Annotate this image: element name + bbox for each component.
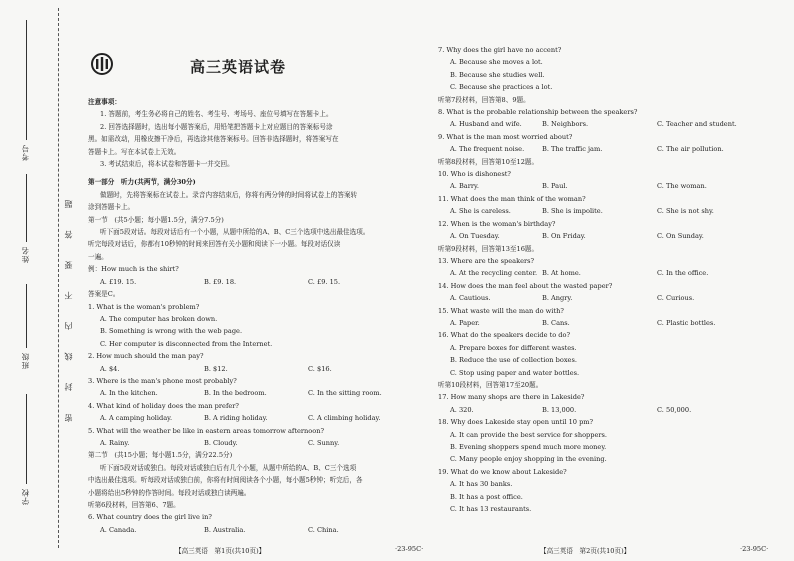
question-text: 1. What is the woman's problem? bbox=[88, 302, 200, 311]
option-b: B. At home. bbox=[542, 269, 581, 278]
option-b: B. The traffic jam. bbox=[542, 145, 603, 154]
question-options bbox=[438, 267, 774, 279]
option-c: C. Curious. bbox=[657, 294, 695, 303]
option: A. Prepare boxes for different wastes. bbox=[450, 343, 577, 352]
question-options bbox=[438, 143, 774, 155]
option-b: B. Cans. bbox=[542, 318, 570, 327]
option-b: B. Australia. bbox=[204, 525, 246, 534]
option-b: B. $12. bbox=[204, 364, 228, 373]
option-c: C. In the sitting room. bbox=[308, 389, 382, 398]
option-c: C. The woman. bbox=[657, 182, 707, 191]
notice-line: 2. 回答选择题时，选出每小题答案后，用铅笔把答题卡上对应题目的答案标号涂 bbox=[100, 122, 333, 131]
kaohao-label: 考号 bbox=[21, 144, 30, 161]
option-c: C. Teacher and student. bbox=[657, 120, 737, 129]
example-options bbox=[88, 276, 423, 288]
group-instruction: 听第9段材料，回答第13至16题。 bbox=[438, 244, 539, 253]
question-options bbox=[88, 363, 423, 375]
section2-instructions: 听下面5段对话或独白。每段对话或独白后有几个小题，从题中所给的A、B、C三个选项 bbox=[100, 463, 357, 472]
option: B. It has a post office. bbox=[450, 492, 523, 501]
section1-instructions: 听完每段对话后，你都有10秒钟的时间来回答有关小题和阅读下一小题。每段对话仅读 bbox=[88, 240, 341, 249]
question-text: 17. How many shops are there in Lakeside? bbox=[438, 393, 585, 402]
kaohao-blank bbox=[26, 20, 27, 140]
question-options bbox=[88, 412, 423, 424]
option-c: C. She is not shy. bbox=[657, 207, 714, 216]
notice-line: 黑。如需改动，用橡皮擦干净后，再选涂其他答案标号。回答非选择题时，将答案写在 bbox=[88, 135, 339, 144]
seal-line bbox=[58, 8, 59, 548]
question-options bbox=[438, 292, 774, 304]
option-a: A. On Tuesday. bbox=[450, 232, 500, 241]
option: B. Reduce the use of collection boxes. bbox=[450, 356, 577, 365]
option-b: B. In the bedroom. bbox=[204, 389, 267, 398]
option-c: C. Her computer is disconnected from the Internet. bbox=[100, 339, 273, 348]
name-label: 姓名 bbox=[21, 246, 30, 263]
group-instruction: 听第10段材料，回答第17至20题。 bbox=[438, 380, 543, 389]
option: B. Because she studies well. bbox=[450, 70, 545, 79]
question-text: 14. How does the man feel about the wasted paper? bbox=[438, 281, 613, 290]
notice-line: 3. 考试结束后，将本试卷和答题卡一并交回。 bbox=[100, 160, 234, 169]
section2-instructions: 中选出最佳选项。听每段对话或独白前，你将有时间阅读各个小题，每小题5秒钟；听完后，各 bbox=[88, 476, 363, 485]
section2-instructions: 小题将给出5秒钟的作答时间。每段对话或独白读两遍。 bbox=[88, 488, 251, 497]
option: C. It has 13 restaurants. bbox=[450, 505, 532, 514]
footer-page-right: 【高三英语 第2页(共10页)】 bbox=[540, 547, 631, 555]
name-blank bbox=[26, 174, 27, 242]
option-a: A. Paper. bbox=[450, 318, 480, 327]
option: A. It can provide the best service for shoppers. bbox=[450, 430, 608, 439]
section1-instructions: 一遍。 bbox=[88, 252, 108, 261]
question-options bbox=[88, 387, 423, 399]
class-label: 班级 bbox=[21, 352, 30, 369]
school-logo-icon bbox=[90, 52, 114, 76]
option-a: A. Rainy. bbox=[100, 438, 130, 447]
school-blank bbox=[26, 394, 27, 484]
question-text: 9. What is the man most worried about? bbox=[438, 132, 573, 141]
question-options bbox=[438, 205, 774, 217]
option: C. Because she practices a lot. bbox=[450, 83, 553, 92]
example-question: 例：How much is the shirt? bbox=[88, 265, 179, 274]
option-a: A. Barry. bbox=[450, 182, 479, 191]
option: A. Because she moves a lot. bbox=[450, 58, 543, 67]
footer-code-left: ·23-95C· bbox=[395, 545, 424, 553]
option-a: A. Cautious. bbox=[450, 294, 491, 303]
option-b: B. £9. 18. bbox=[204, 277, 237, 286]
part1-heading: 第一部分 听力(共两节，满分30分) bbox=[88, 178, 196, 187]
notice-line: 答题卡上。写在本试卷上无效。 bbox=[88, 147, 181, 156]
question-text: 6. What country does the girl live in? bbox=[88, 513, 212, 522]
option-b: B. Neighbors. bbox=[542, 120, 589, 129]
example-answer: 答案是C。 bbox=[88, 290, 120, 299]
question-text: 8. What is the probable relationship between the speakers? bbox=[438, 108, 638, 117]
binding-strip bbox=[0, 0, 73, 561]
option-a: A. Husband and wife. bbox=[450, 120, 522, 129]
option-c: C. 50,000. bbox=[657, 405, 692, 414]
option-a: A. The computer has broken down. bbox=[100, 314, 218, 323]
question-text: 5. What will the weather be like in eastern areas tomorrow afternoon? bbox=[88, 426, 325, 435]
option-a: A. 320. bbox=[450, 405, 474, 414]
question-text: 3. Where is the man's phone most probably? bbox=[88, 376, 237, 385]
option-a: A. Canada. bbox=[100, 525, 137, 534]
option-b: B. On Friday. bbox=[542, 232, 586, 241]
option-b: B. She is impolite. bbox=[542, 207, 603, 216]
section2-heading: 第二节 (共15小题；每小题1.5分，满分22.5分) bbox=[88, 451, 233, 460]
notice-line: 1. 答题前，考生务必将自己的姓名、考生号、考场号、座位号填写在答题卡上。 bbox=[100, 110, 333, 119]
question-options bbox=[88, 524, 423, 536]
option-b: B. Paul. bbox=[542, 182, 568, 191]
group-instruction: 听第7段材料，回答第8、9题。 bbox=[438, 95, 530, 104]
question-text: 18. Why does Lakeside stay open until 10 pm? bbox=[438, 418, 594, 427]
question-text: 11. What does the man think of the woman? bbox=[438, 194, 586, 203]
option-b: B. Something is wrong with the web page. bbox=[100, 327, 243, 336]
option-a: A. She is careless. bbox=[450, 207, 511, 216]
option-c: C. A climbing holiday. bbox=[308, 414, 381, 423]
option: C. Many people enjoy shopping in the evening. bbox=[450, 455, 607, 464]
option: A. It has 30 banks. bbox=[450, 480, 513, 489]
notice-heading: 注意事项： bbox=[88, 98, 121, 106]
left-column bbox=[88, 96, 423, 536]
option-a: A. $4. bbox=[100, 364, 120, 373]
question-text: 15. What waste will the man do with? bbox=[438, 306, 564, 315]
question-options bbox=[438, 118, 774, 130]
question-options bbox=[438, 404, 774, 416]
question-text: 4. What kind of holiday does the man prefer? bbox=[88, 401, 239, 410]
group-instruction: 听第6段材料，回答第6、7题。 bbox=[88, 501, 180, 509]
question-text: 16. What do the speakers decide to do? bbox=[438, 331, 571, 340]
question-options bbox=[438, 230, 774, 242]
footer-page-left: 【高三英语 第1页(共10页)】 bbox=[175, 547, 266, 555]
page-title: 高三英语试卷 bbox=[190, 58, 287, 76]
option-c: C. In the office. bbox=[657, 269, 709, 278]
option-c: C. Sunny. bbox=[308, 438, 340, 447]
question-options bbox=[438, 317, 774, 329]
option-a: A. At the recycling center. bbox=[450, 269, 538, 278]
question-options bbox=[438, 180, 774, 192]
section1-heading: 第一节 (共5小题；每小题1.5分，满分7.5分) bbox=[88, 215, 224, 224]
option-c: C. Plastic bottles. bbox=[657, 318, 716, 327]
question-text: 13. Where are the speakers? bbox=[438, 256, 535, 265]
option-c: C. $16. bbox=[308, 364, 332, 373]
option-b: B. Angry. bbox=[542, 294, 573, 303]
option-b: B. Cloudy. bbox=[204, 438, 238, 447]
option: B. Evening shoppers spend much more money. bbox=[450, 443, 607, 451]
school-label: 学校 bbox=[21, 488, 30, 505]
part1-intro: 涂到答题卡上。 bbox=[88, 203, 135, 212]
question-text: 19. What do we know about Lakeside? bbox=[438, 467, 567, 476]
option-a: A. In the kitchen. bbox=[100, 389, 158, 398]
option-a: A. £19. 15. bbox=[100, 277, 137, 286]
seal-note: 密 封 线 内 不 要 答 题 bbox=[64, 190, 73, 422]
option: C. Stop using paper and water bottles. bbox=[450, 368, 580, 377]
question-text: 7. Why does the girl have no accent? bbox=[438, 46, 562, 54]
right-column bbox=[438, 44, 774, 515]
question-text: 10. Who is dishonest? bbox=[438, 170, 511, 179]
option-b: B. A riding holiday. bbox=[204, 414, 268, 423]
group-instruction: 听第8段材料，回答第10至12题。 bbox=[438, 157, 539, 166]
class-blank bbox=[26, 284, 27, 348]
option-b: B. 13,000. bbox=[542, 405, 577, 414]
option-a: A. A camping holiday. bbox=[100, 414, 173, 423]
footer-code-right: ·23-95C· bbox=[740, 545, 769, 553]
section1-instructions: 听下面5段对话。每段对话后有一个小题，从题中所给的A、B、C三个选项中选出最佳选项。 bbox=[100, 228, 370, 237]
question-options bbox=[88, 437, 423, 449]
option-c: C. The air pollution. bbox=[657, 145, 724, 154]
question-text: 12. When is the woman's birthday? bbox=[438, 219, 556, 228]
part1-intro: 做题时，先将答案标在试卷上。录音内容结束后，你将有两分钟的时间将试卷上的答案转 bbox=[100, 190, 358, 199]
option-a: A. The frequent noise. bbox=[450, 145, 525, 154]
questions-1-5 bbox=[88, 301, 423, 450]
option-c: C. On Sunday. bbox=[657, 232, 704, 241]
option-c: C. £9. 15. bbox=[308, 277, 341, 286]
option-c: C. China. bbox=[308, 525, 339, 534]
question-text: 2. How much should the man pay? bbox=[88, 352, 204, 361]
